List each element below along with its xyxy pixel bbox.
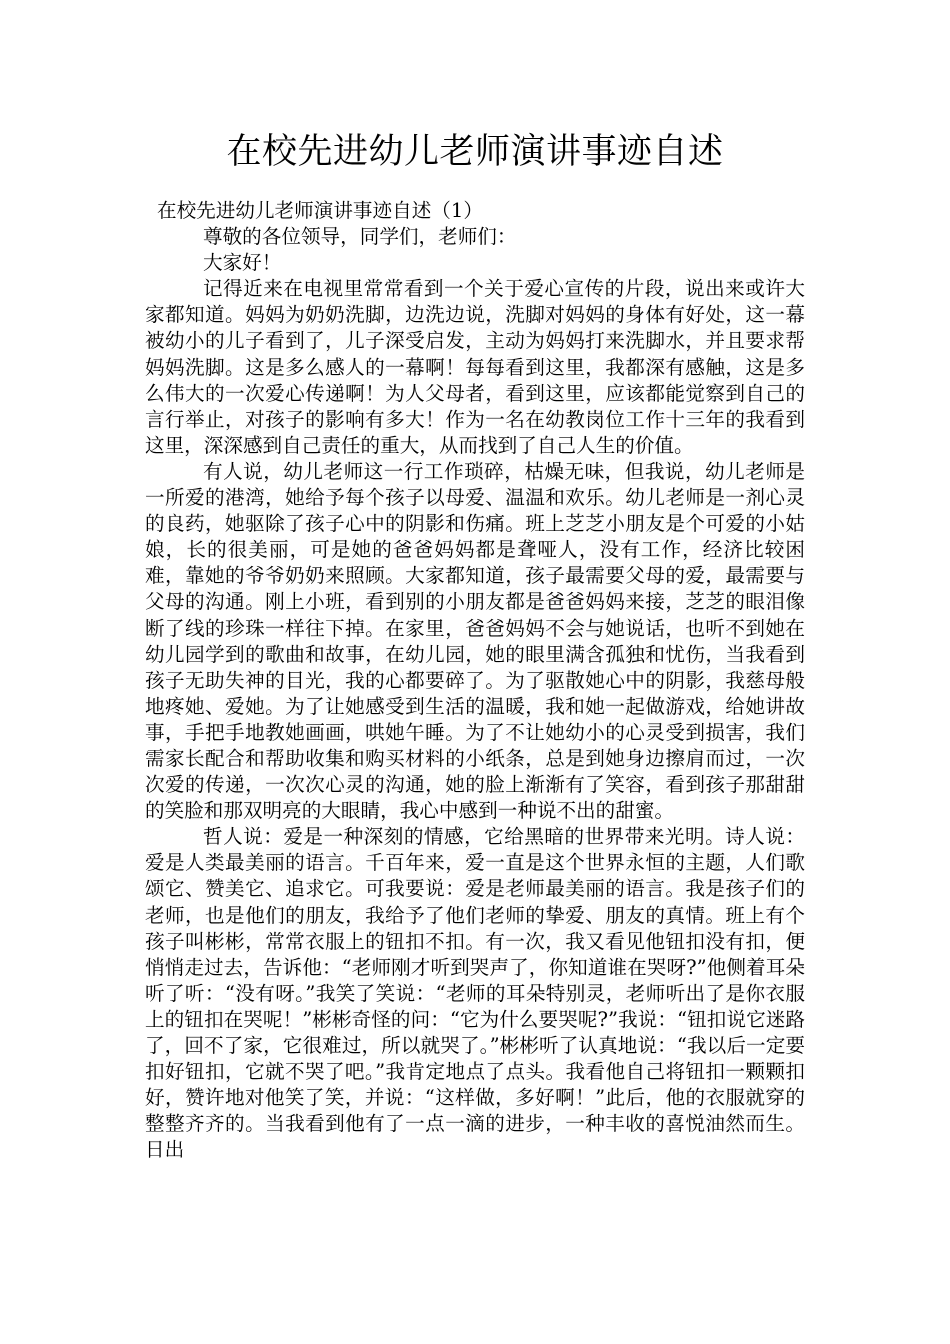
salutation: 尊敬的各位领导，同学们，老师们：	[203, 225, 517, 249]
section-subtitle: 在校先进幼儿老师演讲事迹自述（1）	[157, 199, 483, 222]
greeting: 大家好！	[203, 251, 282, 275]
document-title: 在校先进幼儿老师演讲事迹自述	[226, 132, 724, 172]
paragraph: 记得近来在电视里常常看到一个关于爱心宣传的片段，说出来或许大家都知道。妈妈为奶奶洗脚，边洗边说，洗脚对妈妈的身体有好处，这一幕被幼小的儿子看到了，儿子深受启发，主动为妈妈打来洗脚水，并且要求帮妈妈洗脚。这是多么感人的一幕啊！每每看到这里，我都深有感触，这是多么伟大的一次爱心传递啊！为人父母者，看到这里，应该都能觉察到自己的言行举止，对孩子的影响有多大！作为一名在幼教岗位工作十三年的我看到这里，深深感到自己责任的重大，从而找到了自己人生的价值。	[145, 277, 805, 457]
document-body	[145, 198, 805, 1163]
paragraph: 哲人说：爱是一种深刻的情感，它给黑暗的世界带来光明。诗人说：爱是人类最美丽的语言。千百年来，爱一直是这个世界永恒的主题，人们歌颂它、赞美它、追求它。可我要说：爱是老师最美丽的语言。我是孩子们的老师，也是他们的朋友，我给予了他们老师的挚爱、朋友的真情。班上有个孩子叫彬彬，常常衣服上的钮扣不扣。有一次，我又看见他钮扣没有扣，便悄悄走过去，告诉他：“老师刚才听到哭声了，你知道谁在哭呀?”他侧着耳朵听了听：“没有呀。”我笑了笑说：“老师的耳朵特别灵，老师听出了是你衣服上的钮扣在哭呢！”彬彬奇怪的问：“它为什么要哭呢?”我说：“钮扣说它迷路了，回不了家，它很难过，所以就哭了。”彬彬听了认真地说：“我以后一定要扣好钮扣，它就不哭了吧。”我肯定地点了点头。我看他自己将钮扣一颗颗扣好，赞许地对他笑了笑，并说：“这样做，多好啊！”此后，他的衣服就穿的整整齐齐的。当我看到他有了一点一滴的进步，一种丰收的喜悦油然而生。日出	[145, 825, 805, 1162]
paragraph: 有人说，幼儿老师这一行工作琐碎，枯燥无味，但我说，幼儿老师是一所爱的港湾，她给予每个孩子以母爱、温温和欢乐。幼儿老师是一剂心灵的良药，她驱除了孩子心中的阴影和伤痛。班上芝芝小朋友是个可爱的小姑娘，长的很美丽，可是她的爸爸妈妈都是聋哑人，没有工作，经济比较困难，靠她的爷爷奶奶来照顾。大家都知道，孩子最需要父母的爱，最需要与父母的沟通。刚上小班，看到别的小朋友都是爸爸妈妈来接，芝芝的眼泪像断了线的珍珠一样往下掉。在家里，爸爸妈妈不会与她说话，也听不到她在幼儿园学到的歌曲和故事，在幼儿园，她的眼里满含孤独和忧伤，当我看到孩子无助失神的目光，我的心都要碎了。为了驱散她心中的阴影，我慈母般地疼她、爱她。为了让她感受到生活的温暖，我和她一起做游戏，给她讲故事，手把手地教她画画，哄她午睡。为了不让她幼小的心灵受到损害，我们需家长配合和帮助收集和购买材料的小纸条，总是到她身边擦肩而过，一次次爱的传递，一次次心灵的沟通，她的脸上渐渐有了笑容，看到孩子那甜甜的笑脸和那双明亮的大眼睛，我心中感到一种说不出的甜蜜。	[145, 459, 805, 823]
